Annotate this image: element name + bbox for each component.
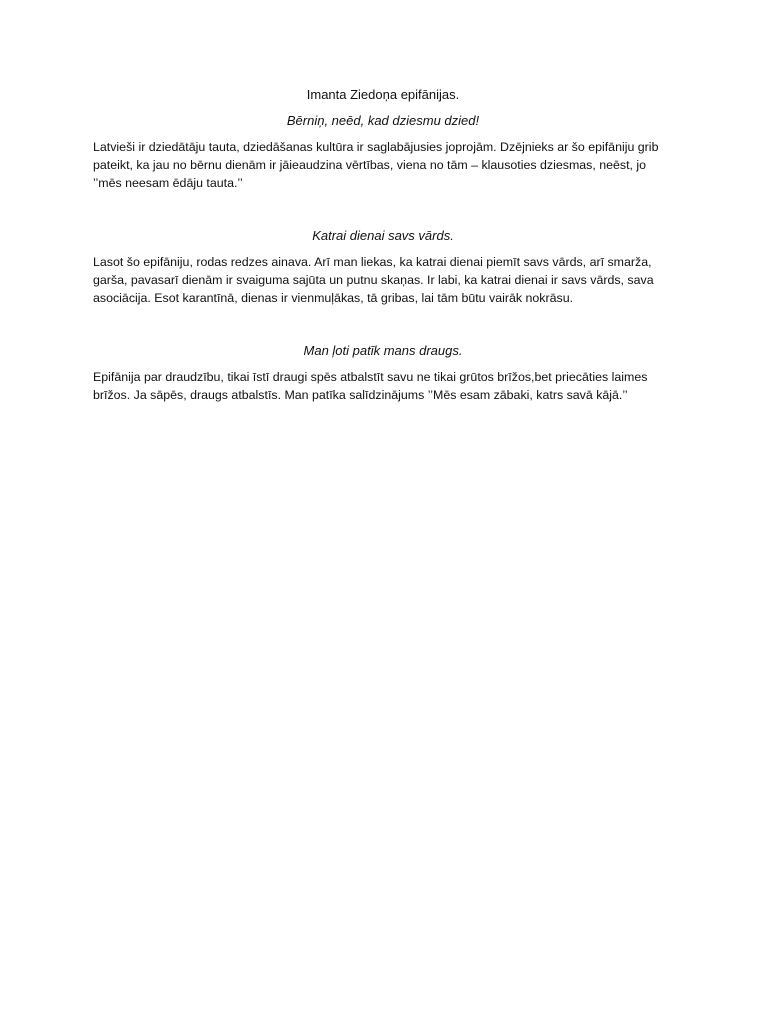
section-heading: Katrai dienai savs vārds. — [312, 228, 454, 243]
section-heading: Man ļoti patīk mans draugs. — [303, 343, 463, 358]
document-content — [93, 86, 673, 404]
section-heading: Bērniņ, neēd, kad dziesmu dzied! — [286, 113, 480, 128]
section-body: Lasot šo epifāniju, rodas redzes ainava. Arī man liekas, ka katrai dienai piemīt savs vārds, arī smarža, garša, pavasarī dienām ir svaiguma sajūta un putnu skaņas. Ir labi, ka katrai dienai ir savs vārds, sava asociācija. Esot karantīnā, dienas ir vienmuļākas, tā gribas, lai tām būtu vairāk nokrāsu. — [93, 255, 654, 305]
document-title: Imanta Ziedoņa epifānijas. — [306, 87, 460, 102]
section-draugs — [93, 342, 673, 404]
section-katrai-dienai — [93, 227, 673, 307]
section-berni — [93, 112, 673, 192]
section-body: Epifānija par draudzību, tikai īstī draugi spēs atbalstīt savu ne tikai grūtos brīžos,bet priecāties laimes brīžos. Ja sāpēs, draugs atbalstīs. Man patīka salīdzinājums ’’Mēs esam zābaki, katrs savā kājā.’’ — [93, 370, 648, 402]
section-body: Latvieši ir dziedātāju tauta, dziedāšanas kultūra ir saglabājusies joprojām. Dzējnieks ar šo epifāniju grib pateikt, ka jau no bērnu dienām ir jāieaudzina vērtības, viena no tām – klausoties dziesmas, neēst, jo ’’mēs neesam ēdāju tauta.’’ — [93, 140, 659, 190]
